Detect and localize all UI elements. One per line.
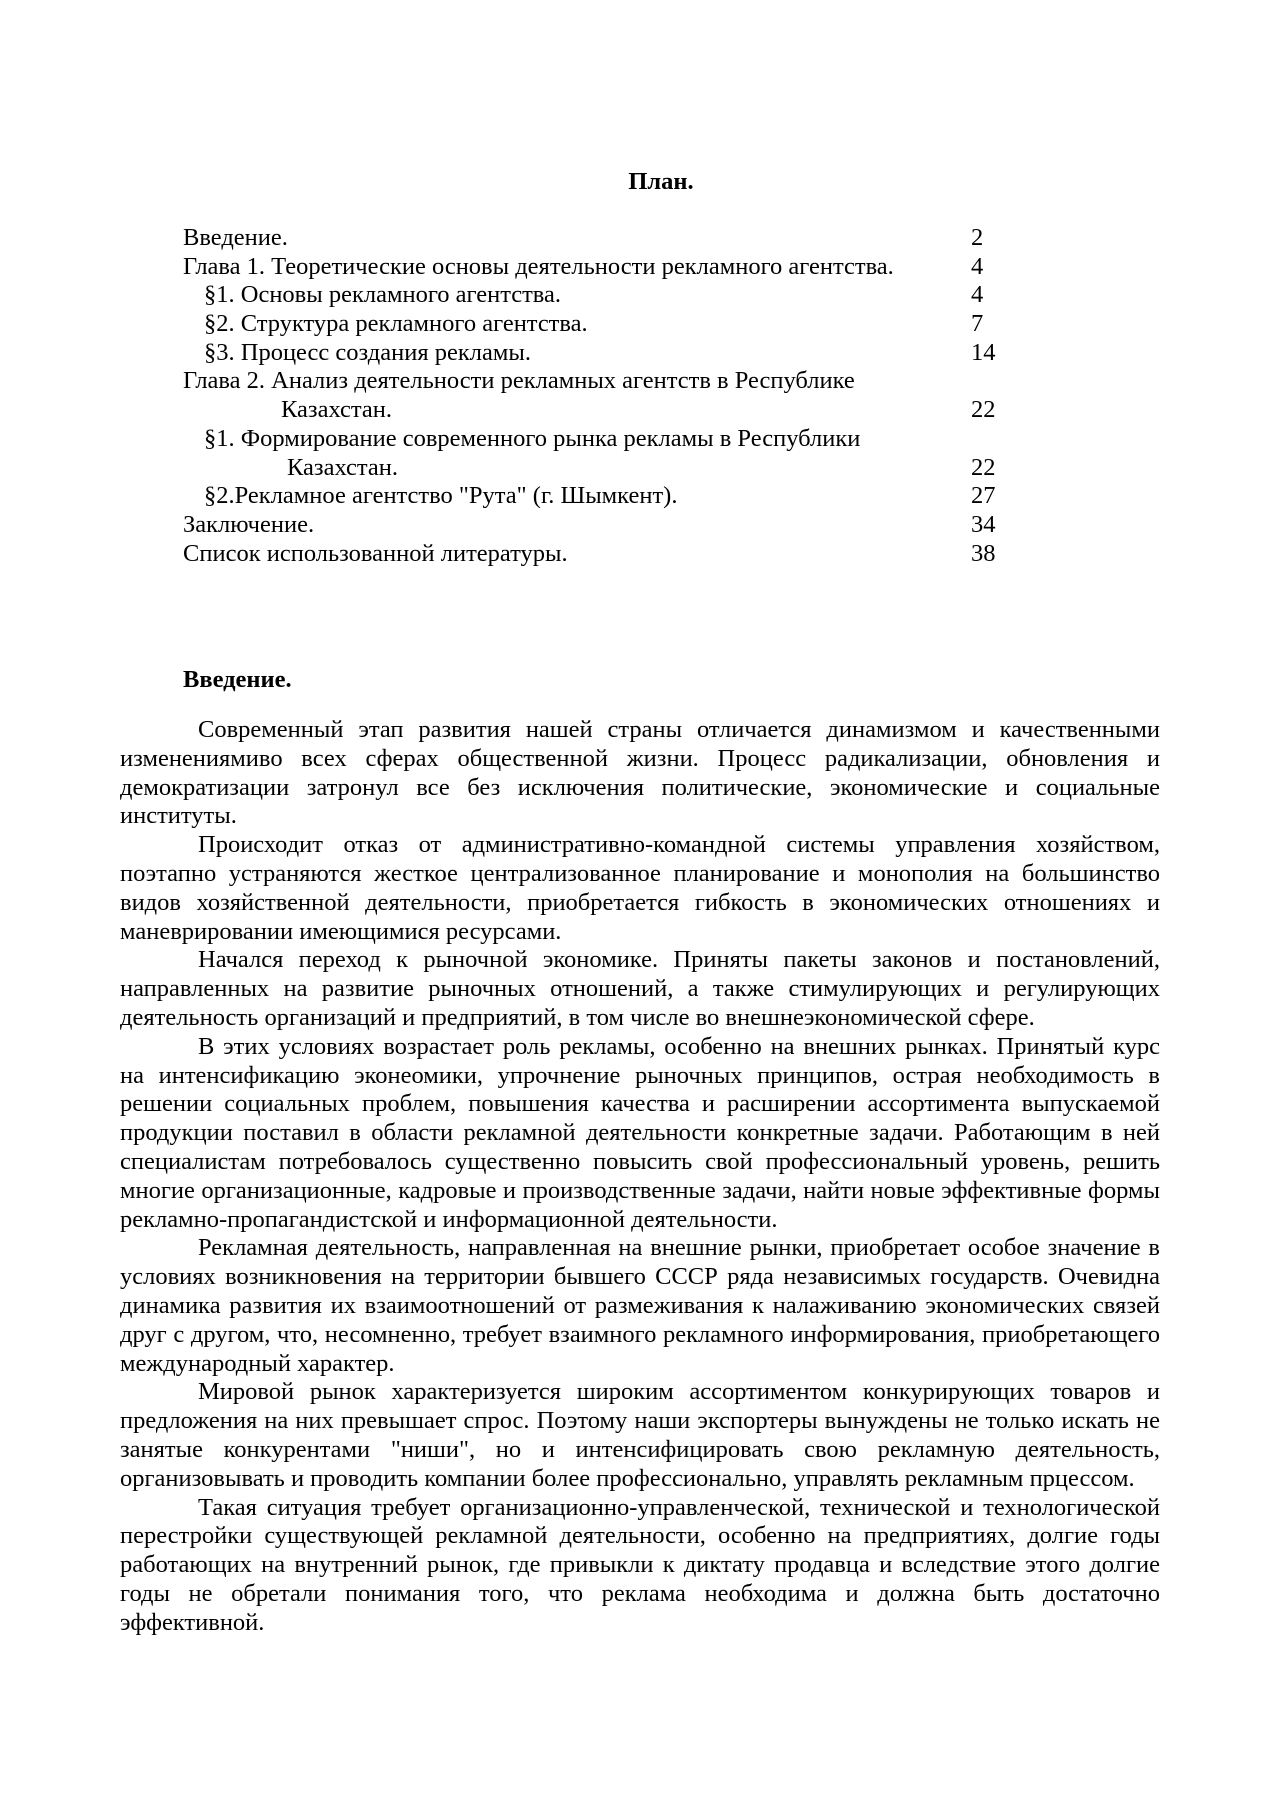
toc-entry-text: Глава 2. Анализ деятельности рекламных агентств в Республике (183, 367, 855, 395)
toc-entry-page: 27 (971, 482, 996, 510)
paragraph: Начался переход к рыночной экономике. Приняты пакеты законов и постановлений, направленных на развитие рыночных отношений, а также стимулирующих и регулирующих деятельность организаций и предприятий, в том числе во внешнеэкономической сфере. (120, 946, 1160, 1031)
toc-entry-text: §1. Основы рекламного агентства. (204, 281, 562, 309)
paragraph: Современный этап развития нашей страны отличается динамизмом и качественными изменениямиво всех сферах общественной жизни. Процесс радикализации, обновления и демократизации затронул все без исключения политические, экономические и социальные институты. (120, 716, 1160, 830)
toc-entry-text: §1. Формирование современного рынка рекламы в Республики (204, 424, 861, 452)
toc-entry (183, 454, 1005, 483)
toc-entry-text: §2. Структура рекламного агентства. (204, 310, 588, 338)
plan-title: План. (628, 168, 694, 195)
toc-entry (183, 425, 1005, 454)
paragraph: В этих условиях возрастает роль рекламы, особенно на внешних рынках. Принятый курс на интенсификацию эконеомики, упрочнение рыночных принципов, острая необходимость в решении социальных проблем, повышения качества и расширении ассортимента выпускаемой продукции поставил в области рекламной деятельности конкретные задачи. Работающим в ней специалистам потребовалось существенно повысить свой профессиональный уровень, решить многие организационные, кадровые и производственные задачи, найти новые эффективные формы рекламно-пропагандистской и информационной деятельности. (120, 1032, 1160, 1233)
toc-entry (183, 253, 1005, 282)
toc-entry-page: 2 (971, 224, 984, 251)
toc-entry-text: Казахстан. (281, 396, 392, 424)
toc-entry (183, 367, 1005, 396)
toc-entry-page: 4 (971, 281, 984, 309)
paragraph: Мировой рынок характеризуется широким ассортиментом конкурирующих товаров и предложения на них превышает спрос. Поэтому наши экспортеры вынуждены не только искать не занятые конкурентами "ниши", но и интенсифицировать свою рекламную деятельность, организовывать и проводить компании более профессионально, управлять рекламным прцессом. (120, 1378, 1160, 1492)
toc-entry (183, 281, 1005, 310)
toc-entry-text: Глава 1. Теоретические основы деятельности рекламного агентства. (183, 252, 894, 280)
table-of-contents (183, 224, 1005, 568)
toc-entry-page: 22 (971, 396, 996, 424)
toc-entry-text: §3. Процесс создания рекламы. (204, 338, 531, 366)
paragraph: Такая ситуация требует организационно-управленческой, технической и технологической перестройки существующей рекламной деятельности, особенно на предприятиях, долгие годы работающих на внутренний рынок, где привыкли к диктату продавца и вследствие этого долгие годы не обретали понимания того, что реклама необходима и должна быть достаточно эффективной. (120, 1493, 1160, 1636)
toc-entry-text: Заключение. (183, 510, 315, 538)
toc-entry (183, 396, 1005, 425)
toc-entry-page: 22 (971, 453, 996, 481)
introduction-title: Введение. (183, 666, 292, 693)
toc-entry-page: 4 (971, 252, 984, 280)
toc-entry-page: 38 (971, 539, 996, 567)
paragraph: Рекламная деятельность, направленная на внешние рынки, приобретает особое значение в условиях возникновения на территории бывшего СССР ряда независимых государств. Очевидна динамика развития их взаимоотношений от размеживания к налаживанию экономических связей друг с другом, что, несомненно, требует взаимного рекламного информирования, приобретающего международный характер. (120, 1234, 1160, 1377)
toc-entry-page: 7 (971, 310, 984, 338)
toc-entry (183, 224, 1005, 253)
paragraph: Происходит отказ от административно-командной системы управления хозяйством, поэтапно устраняются жесткое централизованное планирование и монополия на большинство видов хозяйственной деятельности, приобретается гибкость в экономических отношениях и маневрировании имеющимися ресурсами. (120, 831, 1160, 945)
introduction-body (120, 716, 1160, 1638)
toc-entry-page: 34 (971, 510, 996, 538)
toc-entry (183, 310, 1005, 339)
toc-entry-text: Казахстан. (287, 453, 398, 481)
toc-entry-text: Введение. (183, 224, 288, 251)
toc-entry-text: Список использованной литературы. (183, 539, 568, 567)
toc-entry-text: §2.Рекламное агентство "Рута" (г. Шымкент). (204, 482, 678, 510)
toc-entry (183, 339, 1005, 368)
toc-entry-page: 14 (971, 338, 996, 366)
toc-entry (183, 540, 1005, 569)
toc-entry (183, 511, 1005, 540)
toc-entry (183, 482, 1005, 511)
